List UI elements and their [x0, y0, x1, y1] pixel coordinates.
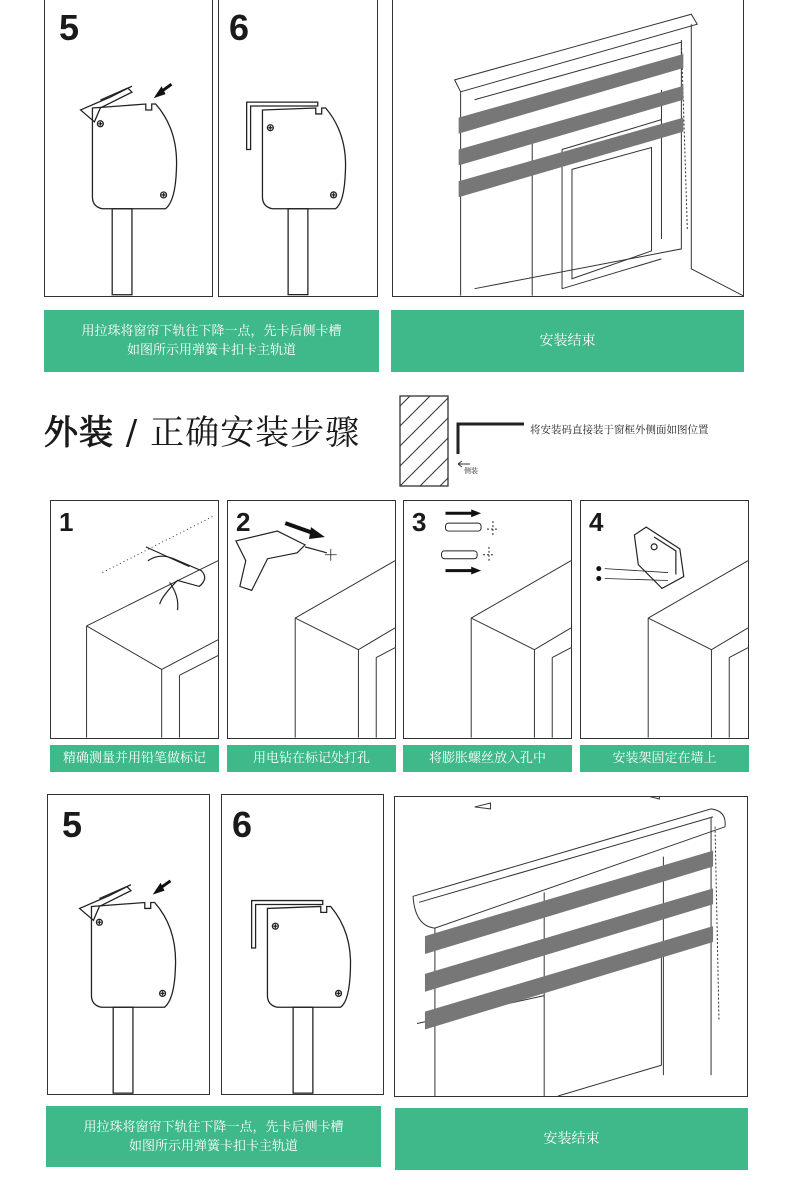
top-caption-right: 安装结束	[391, 310, 744, 372]
bottom-step6-illustration	[222, 795, 383, 1094]
top-step6-number: 6	[229, 7, 250, 48]
top-step5-number: 5	[59, 7, 80, 48]
bottom-step6-number: 6	[232, 804, 253, 845]
bottom-caption-right: 安装结束	[395, 1108, 748, 1170]
top-caption-left: 用拉珠将窗帘下轨往下降一点，先卡后侧卡槽 如图所示用弹簧卡扣卡主轨道	[44, 310, 379, 372]
step1-number: 1	[59, 507, 74, 537]
step3-panel	[403, 500, 572, 739]
title-separator: /	[114, 413, 151, 453]
top-step6-illustration	[219, 0, 377, 296]
title-bold: 外装	[44, 413, 114, 453]
step3-number: 3	[412, 507, 427, 537]
side-mount-diagram	[398, 394, 528, 490]
step1-panel	[50, 500, 219, 739]
bottom-finished-illustration	[395, 797, 747, 1096]
step2-illustration	[228, 501, 395, 738]
bottom-step5-number: 5	[62, 804, 83, 845]
top-finished-panel	[392, 0, 744, 297]
bottom-step5-illustration	[48, 795, 209, 1094]
side-mount-note: 将安装码直接装于窗框外侧面如图位置	[530, 424, 709, 436]
step2-caption: 用电钻在标记处打孔	[227, 745, 396, 772]
step3-caption: 将膨胀螺丝放入孔中	[403, 745, 572, 772]
side-mount-label: 侧装	[464, 467, 478, 475]
step3-illustration	[404, 501, 571, 738]
step4-panel	[580, 500, 749, 739]
step4-number: 4	[589, 507, 604, 537]
bottom-finished-panel	[394, 796, 748, 1097]
title-rest: 正确安装步骤	[150, 413, 361, 453]
section-title	[44, 405, 360, 454]
bottom-step5-panel	[47, 794, 210, 1095]
top-finished-illustration	[393, 0, 743, 296]
top-step5-illustration	[45, 0, 212, 296]
top-step6-panel	[218, 0, 378, 297]
step4-illustration	[581, 501, 748, 738]
step1-illustration	[51, 501, 218, 738]
step2-number: 2	[236, 507, 251, 537]
bottom-step6-panel	[221, 794, 384, 1095]
step1-caption: 精确测量并用铅笔做标记	[50, 745, 219, 772]
step2-panel	[227, 500, 396, 739]
top-step5-panel	[44, 0, 213, 297]
step4-caption: 安装架固定在墙上	[580, 745, 749, 772]
bottom-caption-left: 用拉珠将窗帘下轨往下降一点，先卡后侧卡槽 如图所示用弹簧卡扣卡主轨道	[46, 1106, 381, 1167]
